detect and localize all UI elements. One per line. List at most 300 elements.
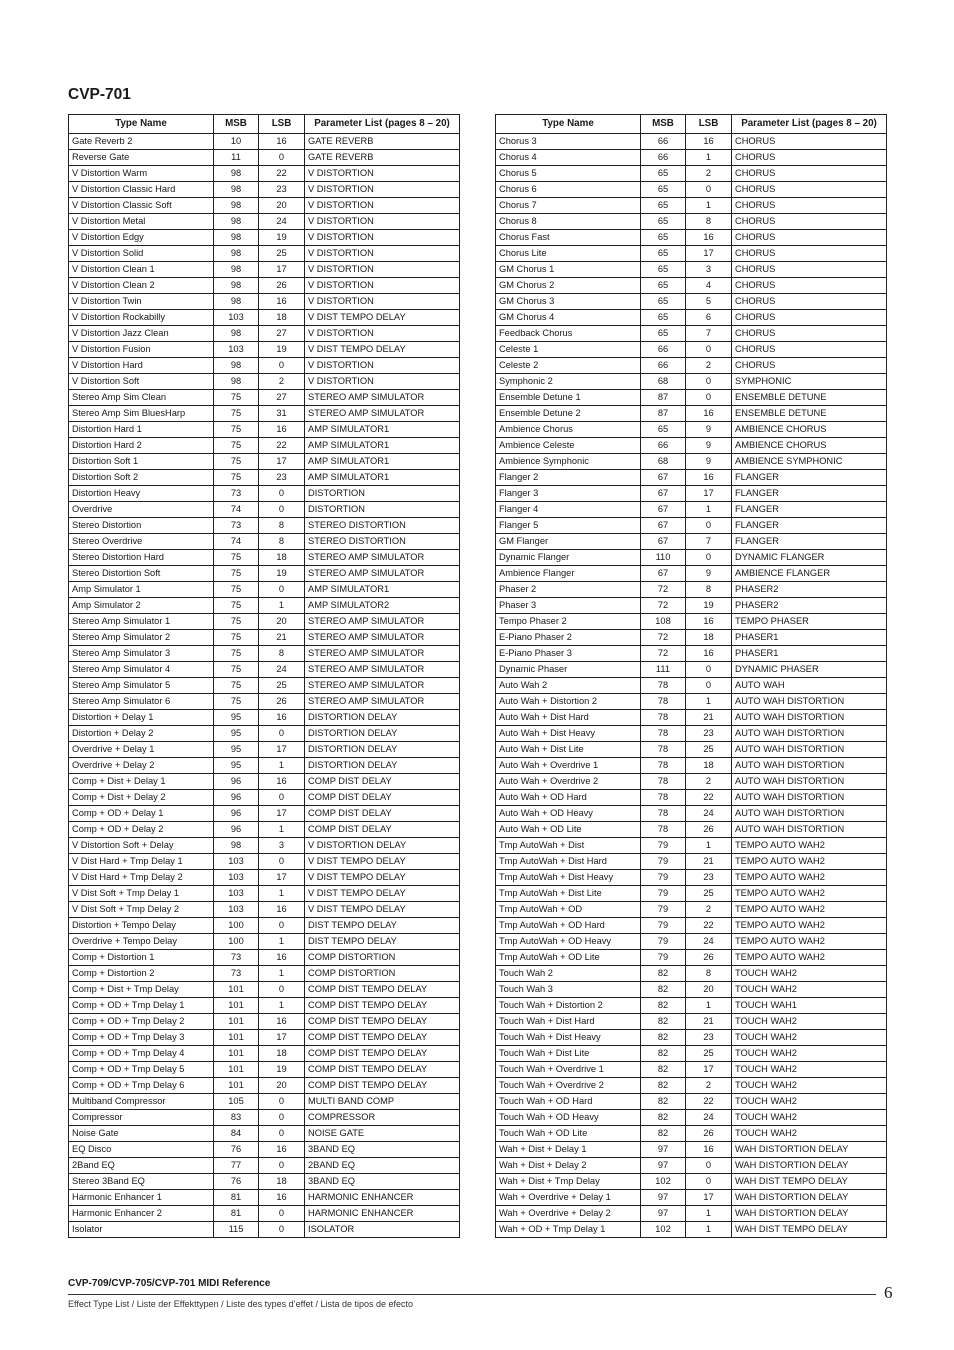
- parameter-list-cell: CHORUS: [732, 166, 887, 182]
- table-row: [69, 774, 460, 790]
- table-row: [69, 1126, 460, 1142]
- msb-cell: 98: [214, 294, 259, 310]
- table-row: [496, 518, 887, 534]
- type-name-cell: Auto Wah + Dist Lite: [496, 742, 641, 758]
- lsb-cell: 17: [259, 454, 305, 470]
- msb-cell: 68: [641, 374, 686, 390]
- type-name-cell: V Distortion Rockabilly: [69, 310, 214, 326]
- type-name-cell: Tmp AutoWah + OD Lite: [496, 950, 641, 966]
- footer-subtitle: Effect Type List / Liste der Effekttypen / Liste des types d’effet / Lista de tipos de efecto: [68, 1299, 414, 1309]
- footer-title: CVP-709/CVP-705/CVP-701 MIDI Reference: [68, 1278, 271, 1289]
- msb-cell: 76: [214, 1174, 259, 1190]
- table-row: [496, 1190, 887, 1206]
- table-row: [496, 598, 887, 614]
- table-row: [69, 742, 460, 758]
- type-name-cell: Touch Wah + OD Hard: [496, 1094, 641, 1110]
- table-row: [69, 902, 460, 918]
- table-row: [496, 854, 887, 870]
- parameter-list-cell: STEREO AMP SIMULATOR: [305, 550, 460, 566]
- lsb-cell: 8: [686, 966, 732, 982]
- table-row: [496, 998, 887, 1014]
- table-row: [496, 166, 887, 182]
- lsb-cell: 25: [259, 246, 305, 262]
- lsb-cell: 17: [686, 486, 732, 502]
- table-row: [69, 710, 460, 726]
- lsb-cell: 0: [686, 678, 732, 694]
- type-name-cell: Gate Reverb 2: [69, 134, 214, 150]
- table-row: [69, 1142, 460, 1158]
- lsb-cell: 21: [686, 1014, 732, 1030]
- parameter-list-cell: STEREO AMP SIMULATOR: [305, 678, 460, 694]
- parameter-list-cell: NOISE GATE: [305, 1126, 460, 1142]
- parameter-list-cell: ENSEMBLE DETUNE: [732, 390, 887, 406]
- parameter-list-cell: 3BAND EQ: [305, 1174, 460, 1190]
- msb-cell: 110: [641, 550, 686, 566]
- msb-cell: 81: [214, 1206, 259, 1222]
- lsb-cell: 16: [686, 614, 732, 630]
- table-row: [496, 678, 887, 694]
- type-name-cell: Harmonic Enhancer 1: [69, 1190, 214, 1206]
- table-row: [496, 902, 887, 918]
- type-name-cell: Distortion Soft 2: [69, 470, 214, 486]
- table-row: [69, 582, 460, 598]
- type-name-cell: Feedback Chorus: [496, 326, 641, 342]
- lsb-cell: 25: [686, 1046, 732, 1062]
- table-row: [496, 790, 887, 806]
- table-row: [69, 694, 460, 710]
- msb-cell: 75: [214, 646, 259, 662]
- table-row: [496, 438, 887, 454]
- type-name-cell: Stereo Amp Simulator 6: [69, 694, 214, 710]
- msb-cell: 96: [214, 790, 259, 806]
- parameter-list-cell: TOUCH WAH2: [732, 966, 887, 982]
- msb-cell: 66: [641, 150, 686, 166]
- lsb-cell: 1: [259, 998, 305, 1014]
- lsb-cell: 0: [686, 374, 732, 390]
- msb-cell: 82: [641, 966, 686, 982]
- parameter-list-cell: PHASER2: [732, 598, 887, 614]
- type-name-cell: Comp + OD + Tmp Delay 4: [69, 1046, 214, 1062]
- type-name-cell: Ambience Chorus: [496, 422, 641, 438]
- parameter-list-cell: COMP DIST TEMPO DELAY: [305, 1046, 460, 1062]
- table-row: [69, 1014, 460, 1030]
- parameter-list-cell: COMP DIST TEMPO DELAY: [305, 1062, 460, 1078]
- lsb-cell: 1: [686, 694, 732, 710]
- lsb-cell: 18: [259, 550, 305, 566]
- type-name-cell: Comp + Distortion 2: [69, 966, 214, 982]
- lsb-cell: 4: [686, 278, 732, 294]
- type-name-cell: EQ Disco: [69, 1142, 214, 1158]
- msb-cell: 67: [641, 518, 686, 534]
- table-row: [496, 726, 887, 742]
- type-name-cell: Reverse Gate: [69, 150, 214, 166]
- table-row: [69, 822, 460, 838]
- msb-cell: 75: [214, 550, 259, 566]
- msb-cell: 98: [214, 838, 259, 854]
- type-name-cell: V Distortion Classic Hard: [69, 182, 214, 198]
- msb-cell: 73: [214, 950, 259, 966]
- lsb-cell: 0: [259, 854, 305, 870]
- parameter-list-cell: AMP SIMULATOR1: [305, 582, 460, 598]
- table-row: [496, 982, 887, 998]
- type-name-cell: Chorus 4: [496, 150, 641, 166]
- msb-cell: 83: [214, 1110, 259, 1126]
- table-row: [69, 518, 460, 534]
- type-name-cell: Auto Wah + OD Lite: [496, 822, 641, 838]
- parameter-list-cell: AMBIENCE SYMPHONIC: [732, 454, 887, 470]
- lsb-cell: 0: [686, 1174, 732, 1190]
- parameter-list-cell: V DISTORTION: [305, 246, 460, 262]
- parameter-list-cell: 3BAND EQ: [305, 1142, 460, 1158]
- table-row: [69, 246, 460, 262]
- parameter-list-cell: COMP DIST TEMPO DELAY: [305, 1078, 460, 1094]
- lsb-cell: 1: [259, 966, 305, 982]
- msb-cell: 101: [214, 982, 259, 998]
- msb-cell: 75: [214, 390, 259, 406]
- type-name-cell: Dynamic Phaser: [496, 662, 641, 678]
- table-row: [496, 1142, 887, 1158]
- lsb-cell: 9: [686, 566, 732, 582]
- parameter-list-cell: AUTO WAH DISTORTION: [732, 710, 887, 726]
- type-name-cell: Stereo Distortion Hard: [69, 550, 214, 566]
- msb-cell: 68: [641, 454, 686, 470]
- table-row: [69, 1110, 460, 1126]
- parameter-list-cell: CHORUS: [732, 358, 887, 374]
- lsb-cell: 20: [259, 614, 305, 630]
- type-name-cell: Tmp AutoWah + OD: [496, 902, 641, 918]
- table-row: [69, 342, 460, 358]
- type-name-cell: Auto Wah + Dist Hard: [496, 710, 641, 726]
- table-row: [496, 294, 887, 310]
- lsb-cell: 3: [686, 262, 732, 278]
- lsb-cell: 0: [259, 502, 305, 518]
- type-name-cell: Wah + Dist + Delay 1: [496, 1142, 641, 1158]
- table-header-row: [496, 115, 887, 134]
- lsb-cell: 19: [686, 598, 732, 614]
- table-row: [496, 694, 887, 710]
- table-row: [69, 966, 460, 982]
- parameter-list-cell: AMP SIMULATOR2: [305, 598, 460, 614]
- table-row: [496, 1030, 887, 1046]
- parameter-list-cell: TOUCH WAH2: [732, 1110, 887, 1126]
- lsb-cell: 23: [686, 726, 732, 742]
- lsb-cell: 16: [686, 230, 732, 246]
- table-row: [69, 950, 460, 966]
- lsb-cell: 26: [259, 278, 305, 294]
- lsb-cell: 0: [259, 1110, 305, 1126]
- parameter-list-cell: STEREO DISTORTION: [305, 534, 460, 550]
- type-name-cell: Chorus 5: [496, 166, 641, 182]
- model-title: CVP-701: [68, 86, 131, 103]
- type-name-cell: Distortion Soft 1: [69, 454, 214, 470]
- msb-cell: 67: [641, 566, 686, 582]
- type-name-cell: Chorus Lite: [496, 246, 641, 262]
- type-name-cell: V Distortion Hard: [69, 358, 214, 374]
- lsb-cell: 2: [686, 902, 732, 918]
- table-row: [69, 1190, 460, 1206]
- msb-cell: 67: [641, 502, 686, 518]
- parameter-list-cell: STEREO AMP SIMULATOR: [305, 694, 460, 710]
- type-name-cell: Comp + OD + Tmp Delay 6: [69, 1078, 214, 1094]
- msb-cell: 101: [214, 1030, 259, 1046]
- lsb-cell: 0: [686, 342, 732, 358]
- table-row: [496, 534, 887, 550]
- lsb-cell: 1: [259, 598, 305, 614]
- msb-cell: 82: [641, 998, 686, 1014]
- lsb-cell: 24: [686, 806, 732, 822]
- parameter-list-cell: DISTORTION: [305, 502, 460, 518]
- table-row: [496, 390, 887, 406]
- table-row: [69, 1206, 460, 1222]
- parameter-list-cell: TOUCH WAH2: [732, 1078, 887, 1094]
- type-name-cell: V Dist Soft + Tmp Delay 2: [69, 902, 214, 918]
- lsb-cell: 1: [259, 758, 305, 774]
- type-name-cell: Auto Wah + Overdrive 1: [496, 758, 641, 774]
- msb-cell: 67: [641, 534, 686, 550]
- msb-cell: 67: [641, 486, 686, 502]
- type-name-cell: GM Chorus 3: [496, 294, 641, 310]
- page-number: 6: [884, 1283, 893, 1302]
- lsb-cell: 0: [259, 150, 305, 166]
- type-name-cell: Stereo Distortion Soft: [69, 566, 214, 582]
- parameter-list-cell: CHORUS: [732, 230, 887, 246]
- parameter-list-cell: V DISTORTION: [305, 198, 460, 214]
- type-name-cell: Touch Wah + Dist Lite: [496, 1046, 641, 1062]
- table-row: [69, 838, 460, 854]
- table-row: [69, 1046, 460, 1062]
- table-row: [496, 662, 887, 678]
- lsb-cell: 1: [686, 150, 732, 166]
- msb-cell: 98: [214, 166, 259, 182]
- msb-cell: 78: [641, 774, 686, 790]
- type-name-cell: Touch Wah + Dist Heavy: [496, 1030, 641, 1046]
- msb-cell: 102: [641, 1222, 686, 1238]
- parameter-list-cell: STEREO AMP SIMULATOR: [305, 646, 460, 662]
- parameter-list-cell: DISTORTION DELAY: [305, 710, 460, 726]
- msb-cell: 103: [214, 886, 259, 902]
- table-row: [69, 534, 460, 550]
- msb-cell: 82: [641, 1062, 686, 1078]
- lsb-cell: 0: [686, 390, 732, 406]
- msb-cell: 81: [214, 1190, 259, 1206]
- lsb-cell: 0: [686, 1158, 732, 1174]
- table-row: [496, 806, 887, 822]
- msb-cell: 75: [214, 678, 259, 694]
- parameter-list-cell: V DIST TEMPO DELAY: [305, 854, 460, 870]
- table-row: [496, 646, 887, 662]
- lsb-cell: 19: [259, 230, 305, 246]
- msb-cell: 73: [214, 486, 259, 502]
- table-row: [496, 150, 887, 166]
- msb-cell: 79: [641, 886, 686, 902]
- lsb-cell: 0: [259, 486, 305, 502]
- lsb-cell: 0: [259, 358, 305, 374]
- lsb-cell: 8: [259, 518, 305, 534]
- type-name-cell: Flanger 5: [496, 518, 641, 534]
- parameter-list-cell: CHORUS: [732, 310, 887, 326]
- msb-cell: 11: [214, 150, 259, 166]
- lsb-cell: 17: [259, 742, 305, 758]
- table-row: [496, 262, 887, 278]
- table-row: [496, 1062, 887, 1078]
- parameter-list-cell: DIST TEMPO DELAY: [305, 918, 460, 934]
- parameter-list-cell: TEMPO AUTO WAH2: [732, 886, 887, 902]
- table-row: [69, 166, 460, 182]
- type-name-cell: Stereo Amp Simulator 3: [69, 646, 214, 662]
- msb-cell: 79: [641, 870, 686, 886]
- type-name-cell: Chorus 6: [496, 182, 641, 198]
- type-name-cell: Ambience Flanger: [496, 566, 641, 582]
- parameter-list-cell: AUTO WAH DISTORTION: [732, 790, 887, 806]
- msb-cell: 75: [214, 582, 259, 598]
- type-name-cell: Stereo 3Band EQ: [69, 1174, 214, 1190]
- lsb-cell: 24: [686, 1110, 732, 1126]
- msb-cell: 96: [214, 822, 259, 838]
- msb-cell: 97: [641, 1158, 686, 1174]
- type-name-cell: Overdrive + Delay 2: [69, 758, 214, 774]
- lsb-cell: 16: [259, 422, 305, 438]
- msb-cell: 66: [641, 438, 686, 454]
- lsb-cell: 5: [686, 294, 732, 310]
- parameter-list-cell: AMP SIMULATOR1: [305, 438, 460, 454]
- table-row: [496, 1126, 887, 1142]
- msb-cell: 65: [641, 262, 686, 278]
- parameter-list-cell: CHORUS: [732, 150, 887, 166]
- msb-cell: 65: [641, 166, 686, 182]
- type-name-cell: Touch Wah + Overdrive 2: [496, 1078, 641, 1094]
- parameter-list-cell: SYMPHONIC: [732, 374, 887, 390]
- type-name-cell: Comp + OD + Tmp Delay 2: [69, 1014, 214, 1030]
- type-name-cell: V Distortion Soft + Delay: [69, 838, 214, 854]
- lsb-cell: 0: [686, 518, 732, 534]
- lsb-cell: 8: [686, 582, 732, 598]
- msb-cell: 75: [214, 694, 259, 710]
- type-name-cell: V Dist Hard + Tmp Delay 2: [69, 870, 214, 886]
- lsb-cell: 19: [259, 342, 305, 358]
- parameter-list-cell: FLANGER: [732, 470, 887, 486]
- type-name-cell: Ambience Celeste: [496, 438, 641, 454]
- lsb-cell: 19: [259, 566, 305, 582]
- parameter-list-cell: CHORUS: [732, 294, 887, 310]
- lsb-cell: 1: [686, 198, 732, 214]
- parameter-list-cell: ENSEMBLE DETUNE: [732, 406, 887, 422]
- lsb-cell: 3: [259, 838, 305, 854]
- table-row: [496, 934, 887, 950]
- type-name-cell: V Distortion Fusion: [69, 342, 214, 358]
- table-row: [69, 758, 460, 774]
- msb-cell: 98: [214, 374, 259, 390]
- msb-cell: 108: [641, 614, 686, 630]
- table-row: [496, 422, 887, 438]
- type-name-cell: Comp + Distortion 1: [69, 950, 214, 966]
- lsb-cell: 26: [686, 822, 732, 838]
- parameter-list-cell: FLANGER: [732, 502, 887, 518]
- type-name-cell: Touch Wah 2: [496, 966, 641, 982]
- table-row: [496, 374, 887, 390]
- lsb-cell: 18: [259, 310, 305, 326]
- table-row: [496, 566, 887, 582]
- lsb-cell: 20: [686, 982, 732, 998]
- type-name-cell: V Distortion Solid: [69, 246, 214, 262]
- lsb-cell: 18: [686, 758, 732, 774]
- msb-cell: 66: [641, 342, 686, 358]
- table-row: [496, 966, 887, 982]
- parameter-list-cell: STEREO AMP SIMULATOR: [305, 614, 460, 630]
- parameter-list-cell: HARMONIC ENHANCER: [305, 1206, 460, 1222]
- table-row: [69, 214, 460, 230]
- lsb-cell: 16: [259, 1014, 305, 1030]
- msb-cell: 65: [641, 182, 686, 198]
- header-lsb: LSB: [686, 115, 732, 134]
- msb-cell: 79: [641, 934, 686, 950]
- parameter-list-cell: TOUCH WAH2: [732, 1094, 887, 1110]
- msb-cell: 98: [214, 326, 259, 342]
- parameter-list-cell: DYNAMIC PHASER: [732, 662, 887, 678]
- lsb-cell: 27: [259, 390, 305, 406]
- lsb-cell: 25: [686, 886, 732, 902]
- parameter-list-cell: TOUCH WAH2: [732, 1062, 887, 1078]
- parameter-list-cell: PHASER1: [732, 630, 887, 646]
- msb-cell: 87: [641, 406, 686, 422]
- type-name-cell: GM Chorus 4: [496, 310, 641, 326]
- type-name-cell: Overdrive: [69, 502, 214, 518]
- msb-cell: 67: [641, 470, 686, 486]
- table-row: [69, 550, 460, 566]
- msb-cell: 100: [214, 934, 259, 950]
- table-row: [69, 1158, 460, 1174]
- parameter-list-cell: V DIST TEMPO DELAY: [305, 870, 460, 886]
- table-row: [69, 1222, 460, 1238]
- type-name-cell: Stereo Amp Simulator 5: [69, 678, 214, 694]
- msb-cell: 75: [214, 406, 259, 422]
- msb-cell: 82: [641, 1078, 686, 1094]
- type-name-cell: Tmp AutoWah + Dist: [496, 838, 641, 854]
- parameter-list-cell: AUTO WAH DISTORTION: [732, 758, 887, 774]
- table-row: [496, 758, 887, 774]
- type-name-cell: Harmonic Enhancer 2: [69, 1206, 214, 1222]
- type-name-cell: Flanger 4: [496, 502, 641, 518]
- lsb-cell: 26: [686, 950, 732, 966]
- table-row: [496, 134, 887, 150]
- parameter-list-cell: WAH DIST TEMPO DELAY: [732, 1174, 887, 1190]
- msb-cell: 82: [641, 1014, 686, 1030]
- type-name-cell: GM Chorus 1: [496, 262, 641, 278]
- parameter-list-cell: COMP DIST TEMPO DELAY: [305, 1014, 460, 1030]
- lsb-cell: 17: [686, 1190, 732, 1206]
- parameter-list-cell: CHORUS: [732, 134, 887, 150]
- parameter-list-cell: AMP SIMULATOR1: [305, 422, 460, 438]
- type-name-cell: Wah + Dist + Tmp Delay: [496, 1174, 641, 1190]
- lsb-cell: 16: [686, 646, 732, 662]
- msb-cell: 87: [641, 390, 686, 406]
- table-row: [496, 1014, 887, 1030]
- type-name-cell: Wah + OD + Tmp Delay 1: [496, 1222, 641, 1238]
- msb-cell: 78: [641, 790, 686, 806]
- type-name-cell: Distortion + Delay 1: [69, 710, 214, 726]
- lsb-cell: 2: [686, 358, 732, 374]
- msb-cell: 98: [214, 262, 259, 278]
- table-row: [496, 470, 887, 486]
- type-name-cell: V Distortion Metal: [69, 214, 214, 230]
- type-name-cell: Auto Wah + OD Hard: [496, 790, 641, 806]
- type-name-cell: GM Chorus 2: [496, 278, 641, 294]
- table-row: [496, 230, 887, 246]
- msb-cell: 66: [641, 358, 686, 374]
- header-msb: MSB: [214, 115, 259, 134]
- parameter-list-cell: AUTO WAH DISTORTION: [732, 806, 887, 822]
- msb-cell: 79: [641, 902, 686, 918]
- msb-cell: 82: [641, 1110, 686, 1126]
